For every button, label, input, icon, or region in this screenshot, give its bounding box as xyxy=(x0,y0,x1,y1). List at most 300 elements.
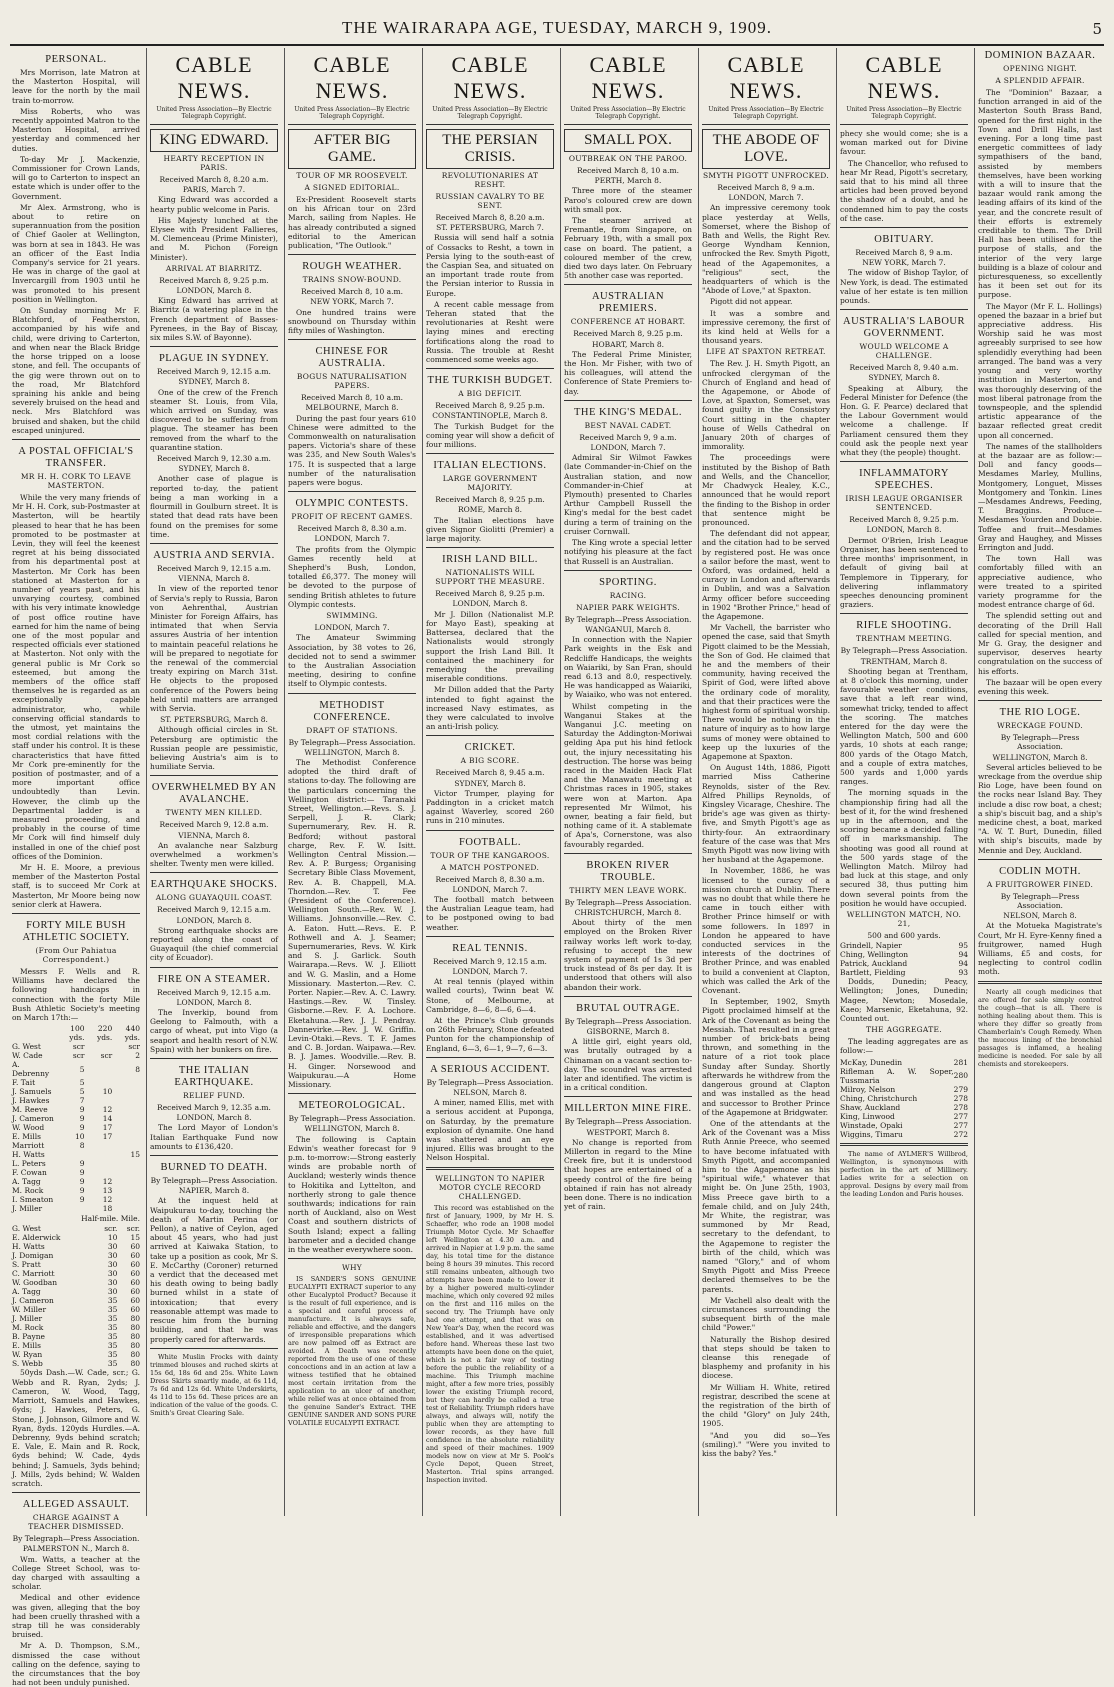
place-line: LONDON, March 7. xyxy=(590,443,666,453)
divider xyxy=(12,1492,140,1493)
table-cell: 5 xyxy=(79,1064,85,1074)
article-headline: OLYMPIC CONTESTS. xyxy=(295,498,409,510)
paragraph: Another case of plague is reported to-day, the patient being a man working in a flourmill in Goulburn street. It is stated that dead rats have been found on the premises for some time. xyxy=(150,474,278,539)
cable-news-note: United Press Association—By Electric Telegraph Copyright. xyxy=(708,106,824,120)
table-cell: W. Cade xyxy=(12,1051,43,1061)
table-cell: 278 xyxy=(953,1102,968,1112)
paragraph: The Methodist Conference adopted the third draft of stations to-day. The following are the particulars concerning the Wellington district:— Taranaki Street, Wellington.—Revs. S. J. Serpell, J. R. Clark; Supernumerary, Rev. H. R. Bedford; without pastoral charge, Rev. F. W. Isitt. Wellington Central Mission.—Rev. A. P. Burgess; Organising Secretary Bible Class Movement, Rev. A. B. Chappell, M.A. Thorndon.—Rev. T. Fee (President of the Conference). Wellington South.—Rev. W. J. Williams. Johnsonville.—Rev. C. A. Eaton. Hutt.—Revs. E. P. Rothwell and A. J. Seamer; Supernumeraries, Revs. W. Kirk and S. J. Garlick. South Wairarapa.—Revs. W. J. Elliott and W. G. Maslin, and a Home Missionary. Masterton.—Rev. C. Porter. Napier.—Rev. A. C. Lawry. Hastings.—Rev. W. Tinsley. Gisborne.—Rev. F. A. Lochore. Eketahuna.—Rev. J. J. Pendray. Dannevirke.—Rev. J. W. Griffin. Levin-Otaki.—Revs. T. F. James and C. B. Jordan. Waipawa.—Rev. B. J. James. Woodville.—Rev. B. H. Ginger. Norsewood and Waipukurau.—A Home Missionary. xyxy=(288,757,416,1090)
table-cell: Winstade, Opaki xyxy=(840,1120,903,1130)
article-subheading: LIFE AT SPAXTON RETREAT. xyxy=(706,347,826,357)
table-cell: 15 xyxy=(130,1233,140,1243)
article-headline: THE ITALIAN EARTHQUAKE. xyxy=(174,1065,254,1089)
table-row xyxy=(12,1186,140,1195)
article-headline: FIRE ON A STEAMER. xyxy=(157,973,271,985)
article-headline: AUSTRALIAN PREMIERS. xyxy=(591,291,665,315)
divider xyxy=(150,1155,278,1156)
article-subheading: SMYTH PIGOTT UNFROCKED. xyxy=(702,171,830,180)
divider xyxy=(150,543,278,544)
table-cell: C. Marriott xyxy=(12,1269,55,1279)
divider xyxy=(564,400,692,401)
table-cell: F. Tait xyxy=(12,1078,36,1088)
advertisement-heading: WELLINGTON TO NAPIER MOTOR CYCLE RECORD CHALLENGED. xyxy=(435,1173,545,1201)
table-row xyxy=(12,1051,140,1060)
paragraph: In September, 1902, Smyth Pigott proclaimed himself at the Ark of the Covenant as being the Messiah. That resulted in a great number of brick-bats being thrown, and something in the nature of a riot took place Sunday after Sunday. Shortly afterwards he withdrew from the dangerous ground at Clapton and was installed as the head and successor to Brother Prince of the Agapemone at Bridgwater. xyxy=(702,997,830,1117)
table-cell: scr. xyxy=(126,1224,140,1234)
table-cell: 12 xyxy=(102,1105,113,1115)
column-rule xyxy=(146,48,147,1516)
table-cell: 35 xyxy=(107,1332,118,1342)
column-7 xyxy=(840,48,968,1516)
paragraph: The steamer arrived at Fremantle, from Singapore, on February 19th, with a small pox case on board. The patient, a coloured member of the crew, died two days later. On February 5th another case was reported. xyxy=(564,216,692,281)
article-subheading: TOUR OF THE KANGAROOS. xyxy=(430,850,550,860)
article-headline: BURNED TO DEATH. xyxy=(160,1162,268,1174)
dateline: Received March 8, 9.25 p.m. xyxy=(849,515,959,525)
table-cell: W. Ryan xyxy=(12,1350,43,1360)
divider xyxy=(288,1258,416,1259)
advertisement: Nearly all cough medicines that are offered for sale simply control the cough—that is all. There is nothing healing about them. This is where they differ so greatly from Chamberlain's Cough Remedy. When the mucous lining of the bronchial passages is inflamed, a healing medicine is needed. For sale by all chemists and storekeepers. xyxy=(978,987,1102,1068)
article-headline: ROUGH WEATHER. xyxy=(302,261,402,273)
table-cell: 9 xyxy=(79,1159,85,1169)
divider xyxy=(426,368,554,369)
divider xyxy=(288,693,416,694)
table-cell: 30 xyxy=(107,1251,118,1261)
article-headline: PLAGUE IN SYDNEY. xyxy=(158,353,270,365)
dateline: By Telegraph—Press Association. xyxy=(564,1117,692,1127)
table-cell: J. Cameron xyxy=(12,1114,54,1124)
table-row xyxy=(12,1350,140,1359)
divider xyxy=(978,859,1102,860)
dateline: Received March 9, 12.35 a.m. xyxy=(157,1103,271,1113)
article-headline: THE PERSIAN CRISIS. xyxy=(426,129,554,169)
dateline: Received March 8, 8.30 a.m. xyxy=(297,524,407,534)
divider xyxy=(288,124,416,125)
table-cell: 35 xyxy=(107,1305,118,1315)
paragraph: Speaking at Albury, the Federal Minister for Defence (the Hon. G. F. Pearce) declared that the Labour Government would welcome a challenge. If Parliament censured them they could ask the people next year what they (the people) thought. xyxy=(840,383,968,458)
table-row xyxy=(12,1323,140,1332)
article-subheading: DRAFT OF STATIONS. xyxy=(306,725,398,735)
divider xyxy=(12,439,140,440)
table-cell: Ching, Wellington xyxy=(840,950,909,960)
place-line: NELSON, March 8. xyxy=(1003,911,1077,921)
cable-news-note: United Press Association—By Electric Telegraph Copyright. xyxy=(432,106,548,120)
table-row xyxy=(12,1251,140,1260)
table-caption: 500 and 600 yards. xyxy=(867,931,941,940)
article-headline: OVERWHELMED BY AN AVALANCHE. xyxy=(151,782,277,806)
table-cell: 5 xyxy=(79,1087,85,1097)
paragraph: Mr Dillon added that the Party intended to fight against the increased Navy estimates, as they were calculated to involve an anti-Irish policy. xyxy=(426,685,554,732)
paragraph: Russia will send half a sotnia of Cossacks to Resht, a town in Persia lying to the south-east of the Caspian Sea, and situated on an important trade route from the Persian interior to Russia in Europe. xyxy=(426,233,554,298)
divider xyxy=(426,1167,554,1170)
divider xyxy=(564,284,692,285)
dateline: By Telegraph—Press Association. xyxy=(564,1016,692,1026)
place-line: LONDON, March 7. xyxy=(314,623,390,633)
article-subheading: CHARGE AGAINST A TEACHER DISMISSED. xyxy=(28,1513,124,1532)
place-line: SYDNEY, March 8. xyxy=(868,373,940,383)
table-cell: 10 xyxy=(102,1087,113,1097)
dateline: By Telegraph—Press Association. xyxy=(12,1534,140,1544)
paragraph: During the past four years 610 Chinese were admitted to the Commonwealth on naturalisation papers. Victoria's share of these was 235, and New South Wales's 175. It is suspected that a large number of the naturalisation papers were bogus. xyxy=(288,413,416,488)
place-line: NEW YORK, March 7. xyxy=(862,258,946,268)
divider xyxy=(288,254,416,255)
article-headline: SMALL POX. xyxy=(564,129,692,152)
divider xyxy=(564,124,692,125)
cable-news-note: United Press Association—By Electric Telegraph Copyright. xyxy=(294,106,410,120)
table-row xyxy=(840,959,968,968)
dateline: Received March 8, 9.25 p.m. xyxy=(435,589,545,599)
table-cell: Milroy, Nelson xyxy=(840,1084,896,1094)
place-line: ST. PETERSBURG, March 7. xyxy=(436,223,544,233)
table-cell: 80 xyxy=(130,1332,140,1342)
article-headline: THE RIO LOGE. xyxy=(999,707,1081,719)
table-cell: scr xyxy=(128,1042,140,1052)
table-cell: W. Goodban xyxy=(12,1278,58,1288)
paragraph: The football match between the Australian League team, had to be postponed owing to bad weather. xyxy=(426,894,554,932)
divider xyxy=(150,346,278,347)
table-cell: S. Pratt xyxy=(12,1260,41,1270)
article-headline: METEOROLOGICAL. xyxy=(298,1100,406,1112)
divider xyxy=(150,872,278,873)
paragraph: To-day Mr J. Mackenzie, Commissioner for Crown Lands, will go to Carterton to inspect an estate which is under offer to the Government. xyxy=(12,154,140,201)
paragraph: Victor Trumper, playing for Paddington in a cricket match against Waverley, scored 260 runs in 210 minutes. xyxy=(426,788,554,826)
article-subheading: A SIGNED EDITORIAL. xyxy=(304,183,400,192)
article-headline: SPORTING. xyxy=(599,576,657,588)
dateline: By Telegraph—Press Association. xyxy=(840,646,968,656)
table-cell: 9 xyxy=(79,1114,85,1124)
table-cell xyxy=(112,1159,140,1168)
table-cell xyxy=(112,1177,140,1186)
article-headline: CODLIN MOTH. xyxy=(999,865,1081,877)
article-subheading: RACING. xyxy=(609,590,647,600)
table-row xyxy=(840,1130,968,1139)
divider xyxy=(564,996,692,997)
cable-news-heading: CABLE NEWS. xyxy=(313,52,391,103)
table-cell: 35 xyxy=(107,1323,118,1333)
table-row xyxy=(12,1224,140,1233)
place-line: WELLINGTON, March 8. xyxy=(992,752,1088,762)
table-cell xyxy=(85,1042,113,1051)
table-cell: J. Hawkes xyxy=(12,1096,50,1106)
article-headline: REAL TENNIS. xyxy=(452,942,528,954)
paragraph: The "Dominion" Bazaar, a function arranged in aid of the Masterton South Brass Band, opened for the first night in the Town and Drill Halls, last evening. For a long time past energetic committees of lady sympathisers of the band, assisted by members themselves, have been working with a will to insure that the bazaar would rank among the leading affairs of its kind of the year, and the concrete result of their efforts is extremely creditable to them. The Drill Hall has been utilised for the purpose of stalls, and the interior of the very large building is a blaze of colour and picturesqueness, so excellently has it been set out for its purpose. xyxy=(978,88,1102,300)
table-cell: 17 xyxy=(102,1132,113,1142)
table-cell: 80 xyxy=(130,1341,140,1351)
dateline: By Telegraph—Press Association. xyxy=(288,1114,416,1124)
divider xyxy=(426,124,554,125)
paragraph: Dermot O'Brien, Irish League Organiser, has been sentenced to three months' imprisonment, in default of giving bail at Templemore in Tipperary, for delivering inflammatory speeches denouncing prominent graziers. xyxy=(840,535,968,610)
table-cell: 80 xyxy=(130,1359,140,1369)
paragraph: Mrs Morrison, late Matron at the Masterton Hospital, will leave for the north by the mail train to-morrow. xyxy=(12,68,140,105)
table-cell: 35 xyxy=(107,1359,118,1369)
paragraph: Mr Vachell also dealt with the circumstances surrounding the subsequent birth of the male child "Power." xyxy=(702,1295,830,1333)
table-cell: 60 xyxy=(130,1287,140,1297)
divider xyxy=(150,775,278,776)
article-subheading: TRENTHAM MEETING. xyxy=(855,634,953,644)
table-row xyxy=(12,1296,140,1305)
table-row xyxy=(840,968,968,977)
cable-news-heading: CABLE NEWS. xyxy=(589,52,667,103)
article-subheading: TRAINS SNOW-BOUND. xyxy=(302,275,402,285)
table-cell: 9 xyxy=(79,1168,85,1178)
article-subheading: REVOLUTIONARIES AT RESHT. xyxy=(441,171,539,189)
masthead-title: THE WAIRARAPA AGE, TUESDAY, MARCH 9, 1909. xyxy=(342,18,772,37)
advertisement: The name of AYLMER'S Willbrod, Wellington, is synonymous with perfection in the art of Millinery. Ladies write for a selection on approval. Designs by every mail from the leading London and Paris houses. xyxy=(840,1149,968,1198)
table-row xyxy=(840,1067,968,1085)
dateline: Received March 8, 10 a.m. xyxy=(577,166,679,175)
page-number: 5 xyxy=(1092,20,1102,38)
article-headline: KING EDWARD. xyxy=(150,129,278,152)
dateline: By Telegraph—Press Association. xyxy=(1000,891,1080,911)
table-cell: 30 xyxy=(107,1242,118,1252)
table-cell xyxy=(112,1132,140,1141)
divider xyxy=(150,967,278,968)
dateline: Received March 8, 9 a.m. xyxy=(717,183,815,192)
article-headline: METHODIST CONFERENCE. xyxy=(313,699,391,723)
article-subheading: BEST NAVAL CADET. xyxy=(584,420,672,430)
masthead xyxy=(10,18,1104,46)
table-cell: 100 yds. xyxy=(69,1024,85,1043)
column-3 xyxy=(288,48,416,1516)
paragraph: An avalanche near Salzburg overwhelmed a workmen's shelter. Twenty men were killed. xyxy=(150,840,278,869)
paragraph: The names of the stallholders at the bazaar are as follow:—Doll and fancy goods—Mesdames Marley, Mullins, Montgomery, Longuet, Misses Montgomery and Tonkin. Lines—Mesdames Andrews, Feeding, T. Braggins. Produce—Mesdames Yourden and Dobbie. Toffee and fruit—Mesdames Gray and Haughey, and Misses Errington and Judd. xyxy=(978,441,1102,552)
paragraph: Pigott did not appear. xyxy=(710,297,793,307)
divider xyxy=(978,700,1102,701)
table-cell: 272 xyxy=(953,1129,968,1139)
dateline: Received March 9, 12.15 a.m. xyxy=(157,367,271,377)
column-rule xyxy=(974,48,975,1516)
table-cell xyxy=(85,1141,113,1150)
table-cell: 280 xyxy=(953,1071,968,1081)
article-subheading: WELLINGTON MATCH, NO. 21, xyxy=(846,910,962,928)
paragraph: Mr Alex. Armstrong, who is about to retire on superannuation from the position of Chief Gaoler at Wellington, was born at sea in 1843. He was an officer of the East India Company's service for 21 years. He was in charge of the gaol at Invercargill from 1903 until he was promoted to his present position in Wellington. xyxy=(12,202,140,304)
place-line: WELLINGTON, March 8. xyxy=(304,1124,400,1134)
divider xyxy=(426,735,554,736)
article-subheading: TWENTY MEN KILLED. xyxy=(165,808,263,818)
table-cell xyxy=(85,1150,113,1159)
paragraph: One hundred trains were snowbound on Thursday within fifty miles of Washington. xyxy=(288,307,416,336)
paragraph: King Edward has arrived at Biarritz (a watering place in the French department of Basses-Pyrenees, in the Bay of Biscay, six miles S.W. of Bayonne). xyxy=(150,296,278,343)
place-line: LONDON, March 8. xyxy=(176,915,252,925)
cable-news-heading: CABLE NEWS. xyxy=(175,52,253,103)
table-row xyxy=(12,1233,140,1242)
column-2 xyxy=(150,48,278,1516)
paragraph: An impressive ceremony took place yesterday at Wells, Somerset, where the Bishop of Bath and Wells, the Right Rev. George Wyndham Kennion, unfrocked the Rev. Smyth Pigott, head of the Agapemonites, a "religious" sect, the headquarters of which is the "Abode of Love," at Spaxton. xyxy=(702,203,830,296)
table-cell: 35 xyxy=(107,1314,118,1324)
article-headline: A POSTAL OFFICIAL'S TRANSFER. xyxy=(18,445,134,469)
handicap-table xyxy=(12,1024,140,1213)
table-cell xyxy=(112,1168,140,1177)
article-headline: BROKEN RIVER TROUBLE. xyxy=(586,859,670,883)
advertisement-heading: WHY xyxy=(341,1263,363,1273)
paragraph: Naturally the Bishop desired that steps should be taken to cleanse this renegade of blasphemy and profanity in his diocese. xyxy=(702,1334,830,1381)
table-cell: 60 xyxy=(130,1278,140,1288)
article-subheading: OUTBREAK ON THE PAROO. xyxy=(568,154,688,163)
article-subheading: NATIONALISTS WILL SUPPORT THE MEASURE. xyxy=(435,568,545,587)
table-cell: Bartlett, Fielding xyxy=(840,968,906,978)
table-cell: M. Rock xyxy=(12,1186,44,1196)
table-cell: F. Cowan xyxy=(12,1168,47,1178)
dateline: By Telegraph—Press Association. xyxy=(564,897,692,907)
table-cell xyxy=(112,1186,140,1195)
article-subheading: WRECKAGE FOUND. xyxy=(996,721,1083,731)
table-caption: Half-mile. Mile. xyxy=(81,1214,140,1224)
article-subheading: MR H. H. CORK TO LEAVE MASTERTON. xyxy=(20,471,132,490)
table-cell: 279 xyxy=(953,1084,968,1094)
paragraph: Mr J. Dillon (Nationalist M.P. for Mayo East), speaking at Battersea, declared that the Nationalists would strongly support the Irish Land Bill. It contained the machinery for remedying the prevailing miserable conditions. xyxy=(426,609,554,684)
article-subheading: IRISH LEAGUE ORGANISER SENTENCED. xyxy=(845,494,963,513)
dateline: Received March 8, 9.25 p.m. xyxy=(435,401,545,411)
advertisement: IS SANDER'S SONS GENUINE EUCALYPTI EXTRACT superior to any other Eucalyptol Product? Because it is the result of full experience, and is a special and careful process of manufacture. It is always safe, reliable and effective, and the dangers of irresponsible preparations which are now palmed off as Extract are avoided. A Death was recently reported from the use of one of these concoctions and in an action at law a witness testified that he obtained most certain irritation from the application to an ulcer of another, while relief was at once obtained from the genuine Sander's Extract. THE GENUINE SANDER AND SONS PURE VOLATILE EUCALYPTI EXTRACT. xyxy=(288,1275,416,1428)
paragraph: His Majesty lunched at the Elysee with President Fallieres, M. Clemenceau (Prime Minister), and M. Pichon (Foreign Minister). xyxy=(150,215,278,262)
article-headline: INFLAMMATORY SPEECHES. xyxy=(859,468,949,492)
dateline: Received March 8, 9.25 p.m. xyxy=(435,495,545,505)
divider xyxy=(840,613,968,614)
divider xyxy=(840,227,968,228)
table-row xyxy=(12,1195,140,1204)
table-cell: 15 xyxy=(130,1150,140,1160)
column-rule xyxy=(422,48,423,1516)
cable-news-note: United Press Association—By Electric Telegraph Copyright. xyxy=(156,106,272,120)
table-cell: 440 yds. xyxy=(124,1024,140,1043)
article-subheading: HEARTY RECEPTION IN PARIS. xyxy=(163,154,265,172)
article-subheading: THE AGGREGATE. xyxy=(866,1025,942,1035)
divider xyxy=(426,830,554,831)
table-cell: 35 xyxy=(107,1296,118,1306)
article-headline: THE TURKISH BUDGET. xyxy=(427,375,553,387)
paragraph: Strong earthquake shocks are reported along the coast of Guayaquil (the chief commercial city of Ecuador). xyxy=(150,925,278,963)
place-line: SYDNEY, March 8. xyxy=(454,778,526,788)
table-cell: A. Debrenny xyxy=(12,1060,50,1079)
place-line: NEW YORK, March 7. xyxy=(310,297,394,307)
table-row xyxy=(12,1332,140,1341)
paragraph: The Lord Mayor of London's Italian Earthquake Fund now amounts to £136,420. xyxy=(150,1123,278,1151)
place-line: LONDON, March 7. xyxy=(314,534,390,544)
dateline: Received March 8, 9.25 p.m. xyxy=(159,275,269,285)
table-row xyxy=(12,1177,140,1186)
table-cell: J. Miller xyxy=(12,1314,43,1324)
place-line: CHRISTCHURCH, March 8. xyxy=(574,907,682,917)
aggregate-table xyxy=(840,1058,968,1139)
place-line: PARIS, March 7. xyxy=(182,185,246,195)
table-cell: J. Cameron xyxy=(12,1296,54,1306)
article-headline: CHINESE FOR AUSTRALIA. xyxy=(315,346,389,370)
half-mile-table xyxy=(12,1224,140,1368)
cable-news-heading: CABLE NEWS. xyxy=(865,52,943,103)
table-row xyxy=(12,1078,140,1087)
paragraph: On August 14th, 1886, Pigott married Miss Catherine Reynolds, sister of the Rev. Alfred Phillips Reynolds, of Kingsley Vicarage, Cheshire. The bride's age was given as thirty-five, and Smyth Pigott's age as thirty-four. An extraordinary feature of the case was that Mrs Smyth Pigott was now living with her husband at the Agapemone. xyxy=(702,763,830,865)
place-line: PERTH, March 8. xyxy=(594,176,662,186)
table-row xyxy=(12,1242,140,1251)
table-cell xyxy=(85,1168,113,1177)
paragraph: Ex-President Roosevelt starts on his African tour on 23rd March, sailing from Naples. He has already contributed a signed editorial to the American publication, "The Outlook." xyxy=(288,195,416,251)
table-cell: 95 xyxy=(958,941,968,951)
table-cell: King, Linwood xyxy=(840,1111,895,1121)
table-cell: 2 xyxy=(135,1051,140,1061)
place-line: MELBOURNE, March 8. xyxy=(305,403,399,413)
table-cell: 18 xyxy=(102,1204,113,1214)
paragraph: Whilst competing in the Wanganui Stakes at the Wanganui J.C. meeting on Saturday the Addington-Moriwai gelding Apa put his hind fetlock out, the injury necessitating his destruction. The horse was being raced in the Maiden Hack Flat and the Manawatu meeting at Christmas races in 1905, stakes were won at Marton. Apa represented Mr Wilmot, his owner, beating a fair field, but nothing came of it. A stablemate of Apa's, Cornerstone, was also favourably regarded. xyxy=(564,701,692,849)
column-6 xyxy=(702,48,830,1516)
article-subheading: A SPLENDID AFFAIR. xyxy=(995,76,1085,85)
paragraph: The Italian elections have given Signor Giolitti (Premier) a large majority. xyxy=(426,515,554,544)
table-row xyxy=(840,1094,968,1103)
article-headline: AUSTRIA AND SERVIA. xyxy=(153,549,275,561)
divider xyxy=(150,124,278,125)
table-cell: 60 xyxy=(130,1269,140,1279)
table-cell: 94 xyxy=(958,959,968,969)
place-line: LONDON, March 8. xyxy=(452,599,528,609)
table-cell: 80 xyxy=(130,1350,140,1360)
divider xyxy=(150,1058,278,1059)
divider xyxy=(978,981,1102,984)
table-row xyxy=(12,1114,140,1123)
place-line: ROME, March 8. xyxy=(457,505,523,515)
paragraph: The Rev. J. H. Smyth Pigott, an unfrocked clergyman of the Church of England and head of the Agapemone, or Abode of Love, at Spaxton, Somerset, was found guilty in the Consistory Court sitting in the chapter house of Wells Cathedral on January 20th of charges of immorality. xyxy=(702,359,830,452)
place-line: ST. PETERSBURG, March 8. xyxy=(160,715,268,725)
column-rule xyxy=(560,48,561,1516)
table-cell: 80 xyxy=(130,1323,140,1333)
article-headline: THE KING'S MEDAL. xyxy=(573,406,683,418)
table-cell: W. Wood xyxy=(12,1123,45,1133)
table-cell: L. Peters xyxy=(12,1159,46,1169)
paragraph: Although official circles in St. Petersburg are optimistic the Russian people are pessimistic, believing Austria's aim is to humiliate Servia. xyxy=(150,725,278,772)
table-cell: 9 xyxy=(79,1186,85,1196)
table-cell: B. Payne xyxy=(12,1332,45,1342)
divider xyxy=(564,570,692,571)
table-row xyxy=(12,1096,140,1105)
article-subheading: ARRIVAL AT BIARRITZ. xyxy=(165,263,263,273)
article-headline: DOMINION BAZAAR. xyxy=(984,50,1096,61)
article-subheading: WOULD WELCOME A CHALLENGE. xyxy=(859,342,949,361)
article-headline: OBITUARY. xyxy=(874,234,934,246)
table-row xyxy=(840,1121,968,1130)
place-line: NAPIER, March 8. xyxy=(178,1186,250,1196)
table-cell xyxy=(112,1105,140,1114)
article-subheading: PROFIT OF RECENT GAMES. xyxy=(291,512,413,522)
paragraph: 50yds Dash.—W. Cade, scr.; G. Webb and R. Ryan, 2yds; J. Cameron, W. Wood, Tagg, Marriott, Samuels and Hawkes, 6yds; J. Hawkes, Peters, G. Stone, J. Johnson, Gilmore and W. Ryan, 8yds. 120yds Hurdles.—A. Debrenny, 9yds behind scratch; E. Vale, E. Main and R. Rock, 6yds behind; W. Cade, 4yds behind; J. Samuels, 3yds behind; J. Mills, 2yds behind; W. Walden scratch. xyxy=(12,1368,140,1488)
divider xyxy=(840,1143,968,1146)
paragraph: It was a sombre and impressive ceremony, the first of its kind held at Wells for a thousand years. xyxy=(702,308,830,346)
table-cell: 30 xyxy=(107,1278,118,1288)
place-line: HOBART, March 8. xyxy=(591,339,665,349)
table-row xyxy=(12,1278,140,1287)
paragraph: While the very many friends of Mr H. H. Cork, sub-Postmaster at Masterton, will be heartily pleased to hear that he has been promoted to be postmaster at Levin, they will feel the keenest regret at his being dissociated from his departmental post at Masterton. Mr Cork has been stationed at Masterton for a number of years past, and his unvarying courtesy, combined with his very intimate knowledge of post office routine have earned for him the name of being one of the most popular and respected officials ever stationed at Masterton. Not only with the general public is Mr Cork so esteemed, but among the members of the office staff themselves he is regarded as an exceptionally capable administrator, who, while conserving official standards to the utmost, yet maintains the most cordial relations with the staff under his control. It is these characteristics that have fitted Mr Cork pre-eminently for the position of postmaster, and of a more important office undoubtedly than Levin. However, the climb up the Departmental ladder is a measured proceeding, and probably in the course of time Mr Cork will find himself duly installed in one of the chief post offices of the Dominion. xyxy=(12,492,140,861)
table-row xyxy=(12,1105,140,1114)
table-cell: 94 xyxy=(958,950,968,960)
table-cell: W. Miller xyxy=(12,1305,47,1315)
paragraph: No change is reported from Millerton in regard to the Mine Creek fire, but it is understood that hopes are entertained of a speedy control of the fire being obtained if rain has not already been done. There is no indication yet of rain. xyxy=(564,1137,692,1212)
paragraph: King Edward was accorded a hearty public welcome in Paris. xyxy=(150,195,278,214)
cable-news-heading: CABLE NEWS. xyxy=(727,52,805,103)
dateline: Received March 8, 8.30 a.m. xyxy=(435,874,545,884)
dateline: Received March 8, 8.20 a.m. xyxy=(435,213,545,222)
table-row xyxy=(12,1141,140,1150)
place-line: CONSTANTINOPLE, March 8. xyxy=(432,411,548,421)
table-cell: E. Mills xyxy=(12,1341,41,1351)
table-cell: G. West xyxy=(12,1224,41,1234)
column-8 xyxy=(978,48,1102,1516)
table-cell: 281 xyxy=(953,1057,968,1067)
article-subheading: LARGE GOVERNMENT MAJORITY. xyxy=(442,474,538,493)
divider xyxy=(564,1096,692,1097)
table-cell: J. Domigan xyxy=(12,1251,54,1261)
table-row xyxy=(12,1150,140,1159)
place-line: LONDON, March 8. xyxy=(866,525,942,535)
place-line: NELSON, March 8. xyxy=(453,1088,527,1097)
table-cell: S. Webb xyxy=(12,1359,43,1369)
table-header-row xyxy=(12,1024,140,1042)
paragraph: The town Hall was comfortably filled with an appreciative audience, who were treated to a spirited variety programme for the modest entrance charge of 6d. xyxy=(978,554,1102,610)
table-cell: 220 yds. xyxy=(96,1024,113,1043)
